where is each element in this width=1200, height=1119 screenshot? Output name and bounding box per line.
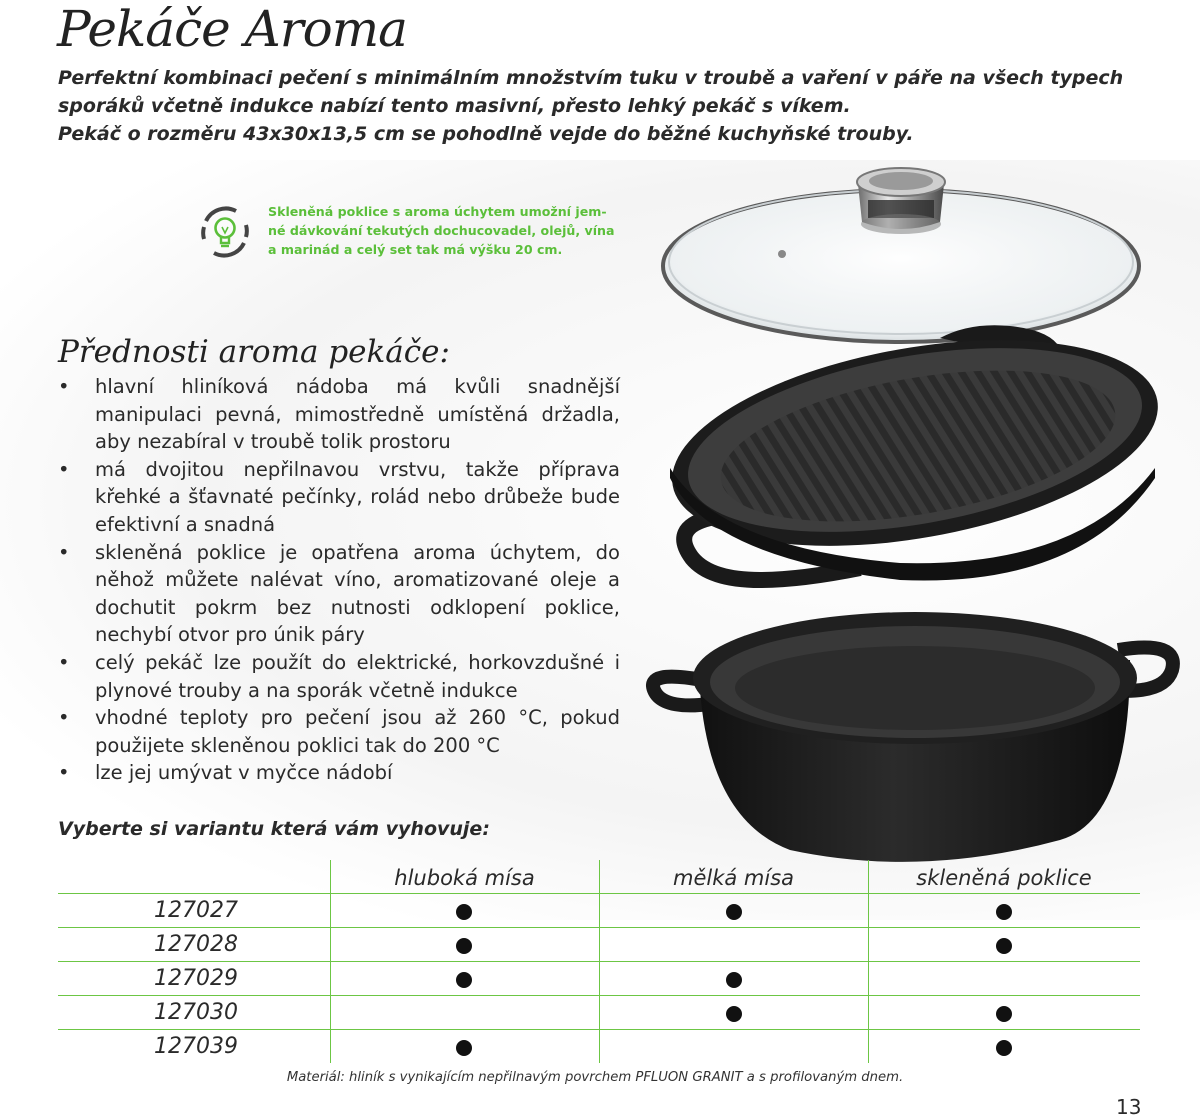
column-header-shallow-dish: mělká mísa: [672, 866, 795, 890]
availability-dot: [726, 1006, 742, 1022]
variant-code: 127029: [154, 966, 238, 991]
intro-line: Perfektní kombinaci pečení s minimálním množstvím tuku v troubě a vaření v páře na všech typech: [58, 67, 1124, 89]
column-header-deep-dish: hluboká mísa: [394, 866, 535, 890]
availability-dot: [456, 938, 472, 954]
table-divider: [330, 860, 331, 1063]
availability-dot: [456, 904, 472, 920]
bullet: •: [58, 540, 70, 564]
availability-dot: [456, 1040, 472, 1056]
variant-code: 127030: [154, 1000, 238, 1025]
shallow-grill-pan-image: [650, 318, 1170, 608]
list-item: • vhodné teploty pro pečení jsou až 260 °C, pokud použijete skleněnou poklici tak do 200 °C: [58, 706, 620, 757]
material-note: Materiál: hliník s vynikajícím nepřilnavým povrchem PFLUON GRANIT a s profilovaným dnem.: [286, 1070, 904, 1085]
variants-title: Vyberte si variantu která vám vyhovuje:: [58, 818, 490, 840]
variant-code: 127028: [154, 932, 238, 957]
bullet: •: [58, 761, 70, 785]
availability-dot: [726, 904, 742, 920]
advantages-list: [58, 373, 620, 787]
list-item: • má dvojitou nepřilnavou vrstvu, takže příprava křehké a šťavnaté pečínky, rolád nebo drůbeže bude efektivní a snadná: [58, 457, 620, 536]
page-number: 13: [1116, 1095, 1142, 1119]
list-item: • hlavní hliníková nádoba má kvůli snadnější manipulaci pevná, mimostředně umístěná držadla, aby nezabíral v troubě tolik prostoru: [58, 375, 620, 454]
table-divider: [599, 860, 600, 1063]
intro-line: sporáků včetně indukce nabízí tento masivní, přesto lehký pekáč s víkem.: [58, 95, 851, 117]
table-divider: [868, 860, 869, 1063]
variants-table: [58, 860, 1140, 1063]
aroma-note-line: né dávkování tekutých dochucovadel, olejů, vína: [268, 223, 615, 238]
lightbulb-in-rotating-arrows-icon: [196, 203, 254, 261]
availability-dot: [726, 972, 742, 988]
list-item: • lze jej umývat v myčce nádobí: [58, 759, 620, 787]
bullet: •: [58, 706, 70, 730]
advantages-title: Přednosti aroma pekáče:: [58, 334, 450, 370]
availability-dot: [456, 972, 472, 988]
bullet: •: [58, 375, 70, 398]
page-title: Pekáče Aroma: [57, 0, 407, 58]
availability-dot: [996, 938, 1012, 954]
availability-dot: [996, 904, 1012, 920]
aroma-note-line: a marinád a celý set tak má výšku 20 cm.: [268, 242, 563, 257]
availability-dot: [996, 1006, 1012, 1022]
bullet: •: [58, 650, 70, 674]
column-header-glass-lid: skleněná poklice: [916, 866, 1092, 890]
aroma-note-line: Skleněná poklice s aroma úchytem umožní jem-: [268, 204, 607, 219]
list-item: • celý pekáč lze použít do elektrické, horkovzdušné i plynové trouby a na sporák včetně indukce: [58, 650, 620, 702]
intro-line: Pekáč o rozměru 43x30x13,5 cm se pohodlně vejde do běžné kuchyňské trouby.: [58, 123, 914, 145]
variant-code: 127027: [154, 898, 238, 923]
list-item: • skleněná poklice je opatřena aroma úchytem, do něhož můžete nalévat víno, aromatizované oleje a dochutit pokrm bez nutnosti odklopení poklice, nechybí otvor pro únik páry: [58, 540, 620, 647]
deep-roasting-pan-image: [640, 600, 1180, 870]
availability-dot: [996, 1040, 1012, 1056]
intro-text: [58, 64, 1178, 148]
aroma-lid-note: [268, 202, 648, 259]
bullet: •: [58, 457, 70, 481]
variant-code: 127039: [154, 1034, 238, 1059]
